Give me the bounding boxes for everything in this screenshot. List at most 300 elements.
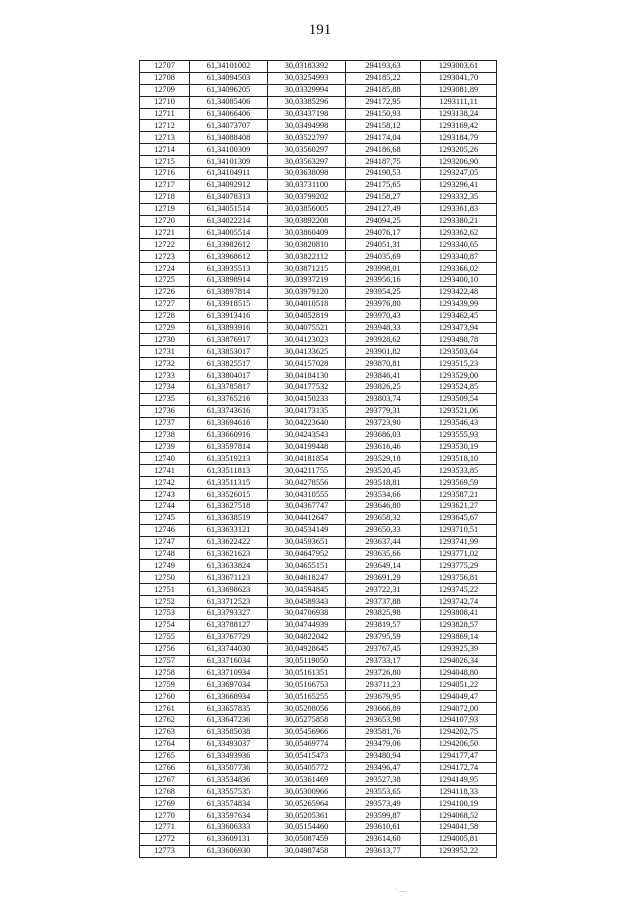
latitude-cell: 61,33633121	[190, 524, 268, 536]
y-coordinate-cell: 1293041,70	[421, 72, 497, 84]
x-coordinate-cell: 293649,14	[346, 560, 421, 572]
x-coordinate-cell: 293795,59	[346, 631, 421, 643]
latitude-cell: 61,34085406	[190, 96, 268, 108]
table-row	[140, 798, 497, 810]
y-coordinate-cell: 1293003,61	[421, 61, 497, 73]
longitude-cell: 30,04075521	[268, 322, 346, 334]
y-coordinate-cell: 1293775,29	[421, 560, 497, 572]
x-coordinate-cell: 293637,44	[346, 536, 421, 548]
x-coordinate-cell: 294190,53	[346, 168, 421, 180]
x-coordinate-cell: 293711,23	[346, 679, 421, 691]
table-row	[140, 548, 497, 560]
y-coordinate-cell: 1293524,85	[421, 382, 497, 394]
table-row	[140, 655, 497, 667]
x-coordinate-cell: 293520,45	[346, 465, 421, 477]
y-coordinate-cell: 1293521,06	[421, 405, 497, 417]
latitude-cell: 61,33609131	[190, 833, 268, 845]
x-coordinate-cell: 293976,80	[346, 298, 421, 310]
x-coordinate-cell: 293956,16	[346, 275, 421, 287]
longitude-cell: 30,04177532	[268, 382, 346, 394]
y-coordinate-cell: 1293439,99	[421, 298, 497, 310]
point-number-cell: 12756	[140, 643, 190, 655]
longitude-cell: 30,03937219	[268, 275, 346, 287]
coordinate-table	[139, 60, 497, 858]
longitude-cell: 30,03892208	[268, 215, 346, 227]
y-coordinate-cell: 1293515,23	[421, 358, 497, 370]
longitude-cell: 30,04123023	[268, 334, 346, 346]
latitude-cell: 61,34101309	[190, 156, 268, 168]
y-coordinate-cell: 1293296,41	[421, 179, 497, 191]
longitude-cell: 30,04211755	[268, 465, 346, 477]
longitude-cell: 30,04243543	[268, 429, 346, 441]
point-number-cell: 12752	[140, 596, 190, 608]
table-row	[140, 465, 497, 477]
latitude-cell: 61,33876917	[190, 334, 268, 346]
longitude-cell: 30,05405772	[268, 762, 346, 774]
latitude-cell: 61,33744030	[190, 643, 268, 655]
y-coordinate-cell: 1293925,39	[421, 643, 497, 655]
table-row	[140, 845, 497, 857]
table-row	[140, 144, 497, 156]
y-coordinate-cell: 1294005,81	[421, 833, 497, 845]
table-row	[140, 191, 497, 203]
longitude-cell: 30,03522797	[268, 132, 346, 144]
table-row	[140, 786, 497, 798]
longitude-cell: 30,05415473	[268, 750, 346, 762]
table-row	[140, 631, 497, 643]
longitude-cell: 30,04822042	[268, 631, 346, 643]
longitude-cell: 30,04647952	[268, 548, 346, 560]
point-number-cell: 12741	[140, 465, 190, 477]
point-number-cell: 12768	[140, 786, 190, 798]
y-coordinate-cell: 1294149,95	[421, 774, 497, 786]
longitude-cell: 30,05205361	[268, 810, 346, 822]
longitude-cell: 30,04534149	[268, 524, 346, 536]
longitude-cell: 30,04278556	[268, 477, 346, 489]
x-coordinate-cell: 293653,98	[346, 714, 421, 726]
y-coordinate-cell: 1293742,74	[421, 596, 497, 608]
table-row	[140, 358, 497, 370]
y-coordinate-cell: 1293340,65	[421, 239, 497, 251]
x-coordinate-cell: 293646,80	[346, 500, 421, 512]
latitude-cell: 61,33493037	[190, 738, 268, 750]
point-number-cell: 12736	[140, 405, 190, 417]
table-row	[140, 132, 497, 144]
table-row	[140, 691, 497, 703]
latitude-cell: 61,34104911	[190, 168, 268, 180]
latitude-cell: 61,33668934	[190, 691, 268, 703]
table-row	[140, 500, 497, 512]
y-coordinate-cell: 1294048,80	[421, 667, 497, 679]
table-row	[140, 417, 497, 429]
point-number-cell: 12742	[140, 477, 190, 489]
table-row	[140, 251, 497, 263]
y-coordinate-cell: 1293756,81	[421, 572, 497, 584]
table-row	[140, 750, 497, 762]
point-number-cell: 12713	[140, 132, 190, 144]
latitude-cell: 61,33765216	[190, 393, 268, 405]
x-coordinate-cell: 293901,82	[346, 346, 421, 358]
longitude-cell: 30,03731100	[268, 179, 346, 191]
latitude-cell: 61,33788127	[190, 619, 268, 631]
longitude-cell: 30,04310555	[268, 489, 346, 501]
point-number-cell: 12729	[140, 322, 190, 334]
longitude-cell: 30,04744939	[268, 619, 346, 631]
page-number: 191	[308, 22, 332, 38]
latitude-cell: 61,34094503	[190, 72, 268, 84]
point-number-cell: 12771	[140, 822, 190, 834]
longitude-cell: 30,05161351	[268, 667, 346, 679]
y-coordinate-cell: 1293081,89	[421, 84, 497, 96]
x-coordinate-cell: 293480,94	[346, 750, 421, 762]
y-coordinate-cell: 1293533,85	[421, 465, 497, 477]
point-number-cell: 12758	[140, 667, 190, 679]
latitude-cell: 61,33606333	[190, 822, 268, 834]
latitude-cell: 61,33493936	[190, 750, 268, 762]
x-coordinate-cell: 293496,47	[346, 762, 421, 774]
x-coordinate-cell: 293635,66	[346, 548, 421, 560]
coordinate-table-body	[140, 61, 497, 858]
x-coordinate-cell: 293737,88	[346, 596, 421, 608]
latitude-cell: 61,33982612	[190, 239, 268, 251]
longitude-cell: 30,04589343	[268, 596, 346, 608]
x-coordinate-cell: 293846,41	[346, 370, 421, 382]
table-row	[140, 560, 497, 572]
latitude-cell: 61,33633824	[190, 560, 268, 572]
point-number-cell: 12746	[140, 524, 190, 536]
y-coordinate-cell: 1293366,02	[421, 263, 497, 275]
latitude-cell: 61,33511315	[190, 477, 268, 489]
latitude-cell: 61,34101002	[190, 61, 268, 73]
latitude-cell: 61,33853017	[190, 346, 268, 358]
x-coordinate-cell: 293650,33	[346, 524, 421, 536]
longitude-cell: 30,04173135	[268, 405, 346, 417]
point-number-cell: 12738	[140, 429, 190, 441]
longitude-cell: 30,04706938	[268, 607, 346, 619]
y-coordinate-cell: 1293206,90	[421, 156, 497, 168]
longitude-cell: 30,03799202	[268, 191, 346, 203]
point-number-cell: 12749	[140, 560, 190, 572]
x-coordinate-cell: 293803,74	[346, 393, 421, 405]
table-row	[140, 679, 497, 691]
table-row	[140, 227, 497, 239]
table-row	[140, 822, 497, 834]
y-coordinate-cell: 1294107,93	[421, 714, 497, 726]
point-number-cell: 12716	[140, 168, 190, 180]
latitude-cell: 61,33710934	[190, 667, 268, 679]
longitude-cell: 30,03820810	[268, 239, 346, 251]
x-coordinate-cell: 293613,77	[346, 845, 421, 857]
table-row	[140, 263, 497, 275]
y-coordinate-cell: 1293138,24	[421, 108, 497, 120]
point-number-cell: 12727	[140, 298, 190, 310]
x-coordinate-cell: 294187,75	[346, 156, 421, 168]
latitude-cell: 61,34073707	[190, 120, 268, 132]
table-row	[140, 453, 497, 465]
y-coordinate-cell: 1293247,05	[421, 168, 497, 180]
table-row	[140, 607, 497, 619]
table-row	[140, 429, 497, 441]
point-number-cell: 12755	[140, 631, 190, 643]
y-coordinate-cell: 1294100,19	[421, 798, 497, 810]
table-row	[140, 762, 497, 774]
point-number-cell: 12708	[140, 72, 190, 84]
x-coordinate-cell: 293599,87	[346, 810, 421, 822]
x-coordinate-cell: 293529,18	[346, 453, 421, 465]
latitude-cell: 61,33585038	[190, 726, 268, 738]
x-coordinate-cell: 293733,17	[346, 655, 421, 667]
longitude-cell: 30,04184130	[268, 370, 346, 382]
point-number-cell: 12757	[140, 655, 190, 667]
y-coordinate-cell: 1293498,78	[421, 334, 497, 346]
latitude-cell: 61,33597634	[190, 810, 268, 822]
x-coordinate-cell: 293825,98	[346, 607, 421, 619]
latitude-cell: 61,33622422	[190, 536, 268, 548]
y-coordinate-cell: 1293400,10	[421, 275, 497, 287]
y-coordinate-cell: 1293745,22	[421, 584, 497, 596]
x-coordinate-cell: 294186,68	[346, 144, 421, 156]
longitude-cell: 30,03979120	[268, 286, 346, 298]
latitude-cell: 61,33574834	[190, 798, 268, 810]
x-coordinate-cell: 293479,06	[346, 738, 421, 750]
table-row	[140, 810, 497, 822]
point-number-cell: 12723	[140, 251, 190, 263]
point-number-cell: 12717	[140, 179, 190, 191]
table-row	[140, 524, 497, 536]
point-number-cell: 12753	[140, 607, 190, 619]
point-number-cell: 12733	[140, 370, 190, 382]
longitude-cell: 30,04133625	[268, 346, 346, 358]
latitude-cell: 61,33716034	[190, 655, 268, 667]
point-number-cell: 12712	[140, 120, 190, 132]
y-coordinate-cell: 1293509,54	[421, 393, 497, 405]
longitude-cell: 30,03563297	[268, 156, 346, 168]
latitude-cell: 61,33597814	[190, 441, 268, 453]
longitude-cell: 30,04412647	[268, 512, 346, 524]
y-coordinate-cell: 1294172,74	[421, 762, 497, 774]
x-coordinate-cell: 294174,04	[346, 132, 421, 144]
point-number-cell: 12770	[140, 810, 190, 822]
longitude-cell: 30,03437198	[268, 108, 346, 120]
longitude-cell: 30,04223640	[268, 417, 346, 429]
y-coordinate-cell: 1293361,83	[421, 203, 497, 215]
table-row	[140, 714, 497, 726]
longitude-cell: 30,04928645	[268, 643, 346, 655]
x-coordinate-cell: 293826,25	[346, 382, 421, 394]
point-number-cell: 12707	[140, 61, 190, 73]
y-coordinate-cell: 1293529,00	[421, 370, 497, 382]
longitude-cell: 30,03860409	[268, 227, 346, 239]
point-number-cell: 12769	[140, 798, 190, 810]
x-coordinate-cell: 293723,90	[346, 417, 421, 429]
longitude-cell: 30,03638098	[268, 168, 346, 180]
table-row	[140, 156, 497, 168]
x-coordinate-cell: 294158,12	[346, 120, 421, 132]
latitude-cell: 61,33671123	[190, 572, 268, 584]
table-row	[140, 215, 497, 227]
x-coordinate-cell: 293518,81	[346, 477, 421, 489]
y-coordinate-cell: 1293205,26	[421, 144, 497, 156]
table-row	[140, 441, 497, 453]
longitude-cell: 30,03560297	[268, 144, 346, 156]
y-coordinate-cell: 1293380,21	[421, 215, 497, 227]
latitude-cell: 61,33804017	[190, 370, 268, 382]
y-coordinate-cell: 1294118,33	[421, 786, 497, 798]
latitude-cell: 61,33785817	[190, 382, 268, 394]
y-coordinate-cell: 1293340,87	[421, 251, 497, 263]
point-number-cell: 12726	[140, 286, 190, 298]
y-coordinate-cell: 1293587,21	[421, 489, 497, 501]
x-coordinate-cell: 294175,65	[346, 179, 421, 191]
longitude-cell: 30,05154460	[268, 822, 346, 834]
y-coordinate-cell: 1293621,27	[421, 500, 497, 512]
latitude-cell: 61,33606930	[190, 845, 268, 857]
point-number-cell: 12745	[140, 512, 190, 524]
y-coordinate-cell: 1294068,52	[421, 810, 497, 822]
y-coordinate-cell: 1293184,79	[421, 132, 497, 144]
point-number-cell: 12735	[140, 393, 190, 405]
longitude-cell: 30,04987458	[268, 845, 346, 857]
x-coordinate-cell: 294185,22	[346, 72, 421, 84]
x-coordinate-cell: 294193,63	[346, 61, 421, 73]
point-number-cell: 12743	[140, 489, 190, 501]
y-coordinate-cell: 1293362,62	[421, 227, 497, 239]
latitude-cell: 61,33694616	[190, 417, 268, 429]
table-row	[140, 382, 497, 394]
table-row	[140, 738, 497, 750]
y-coordinate-cell: 1293869,14	[421, 631, 497, 643]
point-number-cell: 12724	[140, 263, 190, 275]
latitude-cell: 61,33660916	[190, 429, 268, 441]
longitude-cell: 30,04594845	[268, 584, 346, 596]
longitude-cell: 30,04157028	[268, 358, 346, 370]
table-row	[140, 346, 497, 358]
table-row	[140, 275, 497, 287]
point-number-cell: 12759	[140, 679, 190, 691]
y-coordinate-cell: 1293422,48	[421, 286, 497, 298]
y-coordinate-cell: 1293518,10	[421, 453, 497, 465]
x-coordinate-cell: 293534,66	[346, 489, 421, 501]
latitude-cell: 61,33918515	[190, 298, 268, 310]
table-row	[140, 179, 497, 191]
y-coordinate-cell: 1293645,67	[421, 512, 497, 524]
latitude-cell: 61,33526015	[190, 489, 268, 501]
y-coordinate-cell: 1293473,94	[421, 322, 497, 334]
latitude-cell: 61,33767729	[190, 631, 268, 643]
y-coordinate-cell: 1293828,57	[421, 619, 497, 631]
longitude-cell: 30,05087459	[268, 833, 346, 845]
latitude-cell: 61,34078313	[190, 191, 268, 203]
y-coordinate-cell: 1293332,35	[421, 191, 497, 203]
latitude-cell: 61,33534836	[190, 774, 268, 786]
latitude-cell: 61,33627518	[190, 500, 268, 512]
x-coordinate-cell: 294076,17	[346, 227, 421, 239]
table-row	[140, 477, 497, 489]
longitude-cell: 30,05166753	[268, 679, 346, 691]
point-number-cell: 12731	[140, 346, 190, 358]
y-coordinate-cell: 1294202,75	[421, 726, 497, 738]
x-coordinate-cell: 293666,89	[346, 703, 421, 715]
latitude-cell: 61,33825517	[190, 358, 268, 370]
y-coordinate-cell: 1294072,00	[421, 703, 497, 715]
y-coordinate-cell: 1293741,99	[421, 536, 497, 548]
table-row	[140, 84, 497, 96]
latitude-cell: 61,34092912	[190, 179, 268, 191]
x-coordinate-cell: 294127,49	[346, 203, 421, 215]
latitude-cell: 61,34066406	[190, 108, 268, 120]
y-coordinate-cell: 1293569,59	[421, 477, 497, 489]
y-coordinate-cell: 1293111,11	[421, 96, 497, 108]
y-coordinate-cell: 1294041,58	[421, 822, 497, 834]
point-number-cell: 12725	[140, 275, 190, 287]
point-number-cell: 12744	[140, 500, 190, 512]
latitude-cell: 61,33621623	[190, 548, 268, 560]
latitude-cell: 61,33638519	[190, 512, 268, 524]
point-number-cell: 12764	[140, 738, 190, 750]
point-number-cell: 12730	[140, 334, 190, 346]
table-row	[140, 512, 497, 524]
longitude-cell: 30,04593651	[268, 536, 346, 548]
point-number-cell: 12765	[140, 750, 190, 762]
longitude-cell: 30,05165255	[268, 691, 346, 703]
x-coordinate-cell: 293819,57	[346, 619, 421, 631]
point-number-cell: 12772	[140, 833, 190, 845]
table-row	[140, 405, 497, 417]
longitude-cell: 30,05469774	[268, 738, 346, 750]
y-coordinate-cell: 1293555,93	[421, 429, 497, 441]
y-coordinate-cell: 1294051,22	[421, 679, 497, 691]
y-coordinate-cell: 1293952,22	[421, 845, 497, 857]
point-number-cell: 12751	[140, 584, 190, 596]
table-row	[140, 298, 497, 310]
latitude-cell: 61,33698623	[190, 584, 268, 596]
point-number-cell: 12762	[140, 714, 190, 726]
longitude-cell: 30,03329994	[268, 84, 346, 96]
longitude-cell: 30,05361469	[268, 774, 346, 786]
table-row	[140, 703, 497, 715]
table-row	[140, 108, 497, 120]
table-row	[140, 774, 497, 786]
x-coordinate-cell: 293726,80	[346, 667, 421, 679]
latitude-cell: 61,33657835	[190, 703, 268, 715]
x-coordinate-cell: 294150,93	[346, 108, 421, 120]
longitude-cell: 30,05265964	[268, 798, 346, 810]
point-number-cell: 12722	[140, 239, 190, 251]
x-coordinate-cell: 293948,33	[346, 322, 421, 334]
longitude-cell: 30,05300966	[268, 786, 346, 798]
point-number-cell: 12715	[140, 156, 190, 168]
longitude-cell: 30,03494998	[268, 120, 346, 132]
point-number-cell: 12709	[140, 84, 190, 96]
table-row	[140, 833, 497, 845]
latitude-cell: 61,34096205	[190, 84, 268, 96]
x-coordinate-cell: 294172,95	[346, 96, 421, 108]
longitude-cell: 30,04052819	[268, 310, 346, 322]
table-row	[140, 203, 497, 215]
point-number-cell: 12747	[140, 536, 190, 548]
x-coordinate-cell: 293553,65	[346, 786, 421, 798]
point-number-cell: 12740	[140, 453, 190, 465]
table-row	[140, 393, 497, 405]
y-coordinate-cell: 1293169,42	[421, 120, 497, 132]
x-coordinate-cell: 293691,29	[346, 572, 421, 584]
latitude-cell: 61,33897814	[190, 286, 268, 298]
longitude-cell: 30,04367747	[268, 500, 346, 512]
latitude-cell: 61,33935513	[190, 263, 268, 275]
latitude-cell: 61,33743616	[190, 405, 268, 417]
point-number-cell: 12721	[140, 227, 190, 239]
y-coordinate-cell: 1293546,43	[421, 417, 497, 429]
